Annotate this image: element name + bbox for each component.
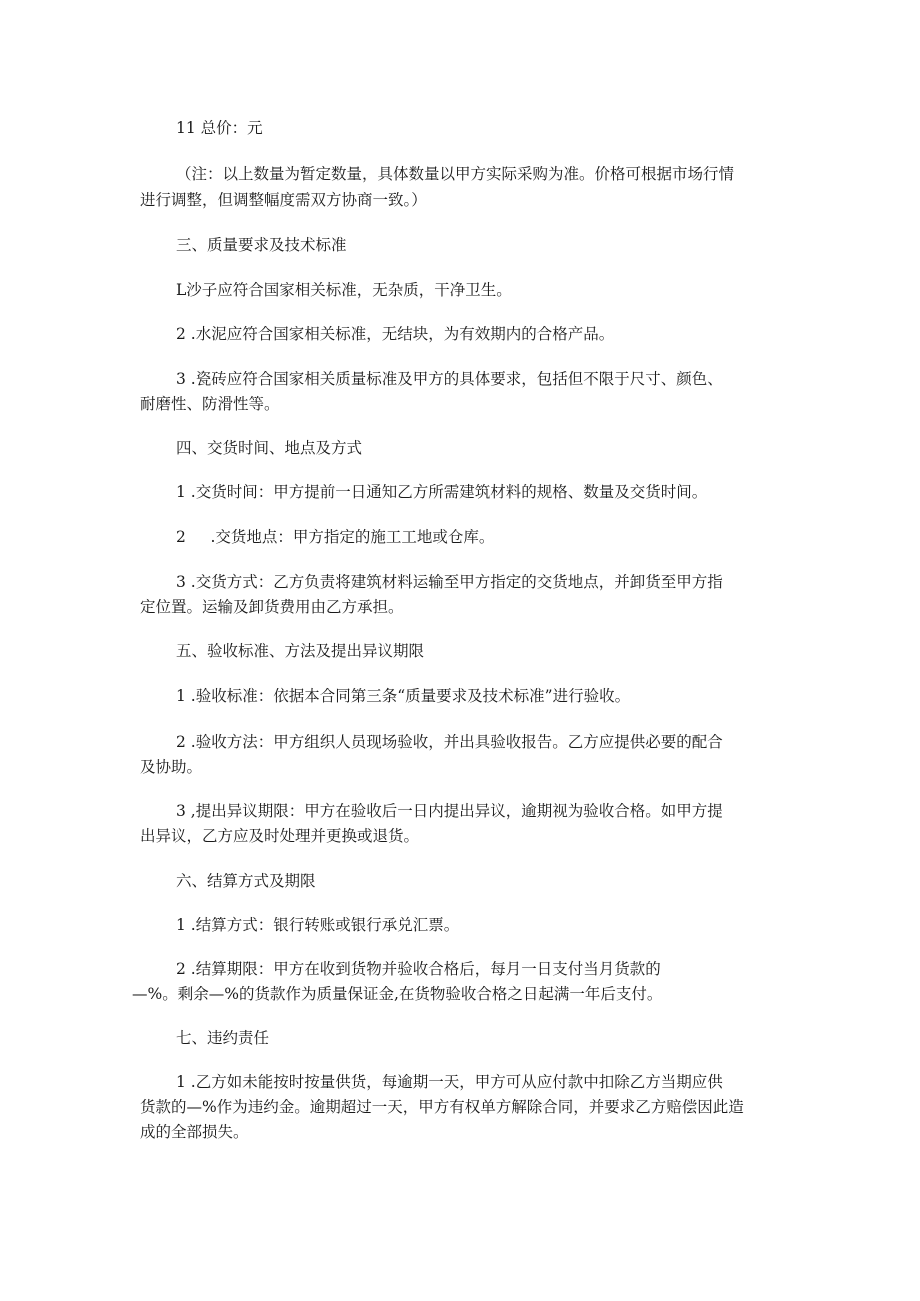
settlement-item-1: 1 .结算方式：银行转账或银行承兑汇票。: [176, 916, 460, 934]
section-heading-settlement: 六、结算方式及期限: [176, 872, 316, 890]
acceptance-item-3-line-1: 3 ,提出异议期限：甲方在验收后一日内提出异议，逾期视为验收合格。如甲方提: [176, 802, 723, 820]
acceptance-item-3-line-2: 出异议，乙方应及时处理并更换或退货。: [140, 827, 420, 845]
delivery-item-1: 1 .交货时间：甲方提前一日通知乙方所需建筑材料的规格、数量及交货时间。: [176, 483, 708, 501]
liability-item-1-line-1: 1 .乙方如未能按时按量供货，每逾期一天，甲方可从应付款中扣除乙方当期应供: [176, 1073, 723, 1091]
section-heading-quality: 三、质量要求及技术标准: [176, 236, 347, 254]
acceptance-item-1: 1 .验收标准：依据本合同第三条“质量要求及技术标准”进行验收。: [176, 687, 631, 705]
note-line-2: 进行调整，但调整幅度需双方协商一致。）: [140, 191, 427, 209]
delivery-item-3-line-2: 定位置。运输及卸货费用由乙方承担。: [140, 598, 404, 616]
note-line-1: （注：以上数量为暂定数量，具体数量以甲方实际采购为准。价格可根据市场行情: [176, 165, 735, 183]
liability-item-1-line-2: 货款的—%作为违约金。逾期超过一天，甲方有权单方解除合同，并要求乙方赔偿因此造: [140, 1098, 744, 1116]
acceptance-item-2-line-2: 及协助。: [140, 758, 203, 776]
delivery-item-3-line-1: 3 .交货方式：乙方负责将建筑材料运输至甲方指定的交货地点，并卸货至甲方指: [176, 573, 723, 591]
quality-item-1: L沙子应符合国家相关标准，无杂质，干净卫生。: [176, 281, 512, 299]
settlement-item-2-line-2: —%。剩余—%的货款作为质量保证金,在货物验收合格之日起满一年后支付。: [132, 985, 663, 1003]
delivery-item-2: 2 .交货地点：甲方指定的施工工地或仓库。: [176, 528, 495, 546]
acceptance-item-2-line-1: 2 .验收方法：甲方组织人员现场验收，并出具验收报告。乙方应提供必要的配合: [176, 733, 723, 751]
quality-item-3-line-2: 耐磨性、防滑性等。: [140, 395, 280, 413]
quality-item-2: 2 .水泥应符合国家相关标准，无结块，为有效期内的合格产品。: [176, 325, 615, 343]
total-price-line: 11 总价：元: [176, 119, 263, 137]
settlement-item-2-line-1: 2 .结算期限：甲方在收到货物并验收合格后，每月一日支付当月货款的: [176, 960, 661, 978]
quality-item-3-line-1: 3 .瓷砖应符合国家相关质量标准及甲方的具体要求，包括但不限于尺寸、颜色、: [176, 370, 723, 388]
liability-item-1-line-3: 成的全部损失。: [140, 1123, 249, 1141]
section-heading-delivery: 四、交货时间、地点及方式: [176, 439, 363, 457]
section-heading-liability: 七、违约责任: [176, 1029, 270, 1047]
section-heading-acceptance: 五、验收标准、方法及提出异议期限: [176, 642, 425, 660]
